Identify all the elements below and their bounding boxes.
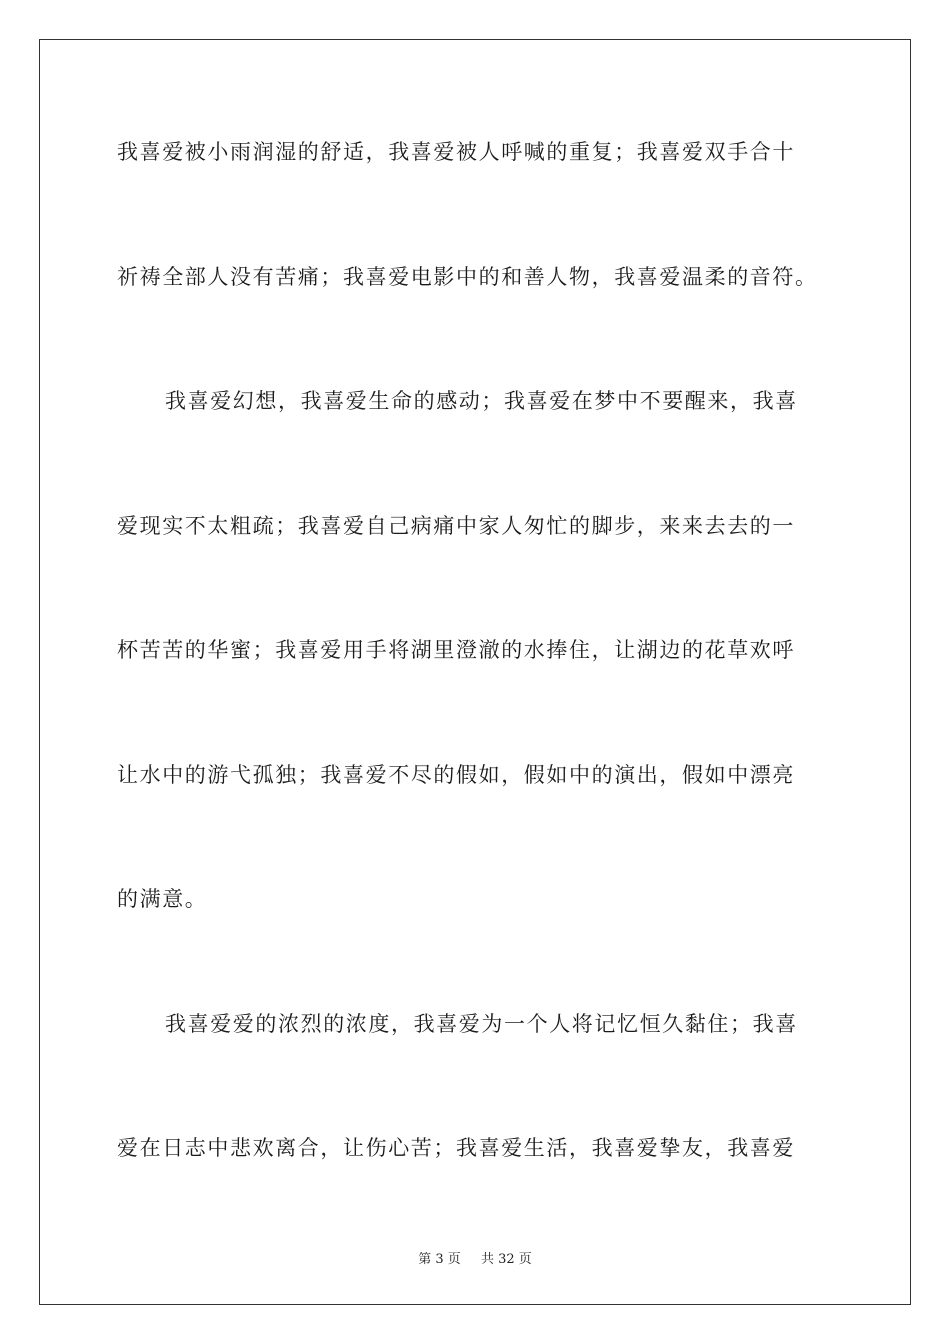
page-number-total: 共 32 页 bbox=[480, 1252, 532, 1267]
text-line-9: 爱在日志中悲欢离合，让伤心苦；我喜爱生活，我喜爱挚友，我喜爱 bbox=[117, 1136, 795, 1160]
text-line-4: 爱现实不太粗疏；我喜爱自己病痛中家人匆忙的脚步，来来去去的一 bbox=[117, 514, 795, 538]
text-line-1: 我喜爱被小雨润湿的舒适，我喜爱被人呼喊的重复；我喜爱双手合十 bbox=[117, 140, 795, 164]
page-border bbox=[39, 39, 911, 1305]
text-line-5: 杯苦苦的华蜜；我喜爱用手将湖里澄澈的水捧住，让湖边的花草欢呼 bbox=[117, 638, 795, 662]
page-footer bbox=[0, 1248, 950, 1267]
text-line-8: 我喜爱爱的浓烈的浓度，我喜爱为一个人将记忆恒久黏住；我喜 bbox=[165, 1012, 798, 1036]
text-line-2: 祈祷全部人没有苦痛；我喜爱电影中的和善人物，我喜爱温柔的音符。 bbox=[117, 265, 818, 289]
text-line-3: 我喜爱幻想，我喜爱生命的感动；我喜爱在梦中不要醒来，我喜 bbox=[165, 389, 798, 413]
text-line-6: 让水中的游弋孤独；我喜爱不尽的假如，假如中的演出，假如中漂亮 bbox=[117, 763, 795, 787]
page-number-current: 第 3 页 bbox=[418, 1252, 461, 1267]
text-line-7: 的满意。 bbox=[117, 887, 208, 911]
